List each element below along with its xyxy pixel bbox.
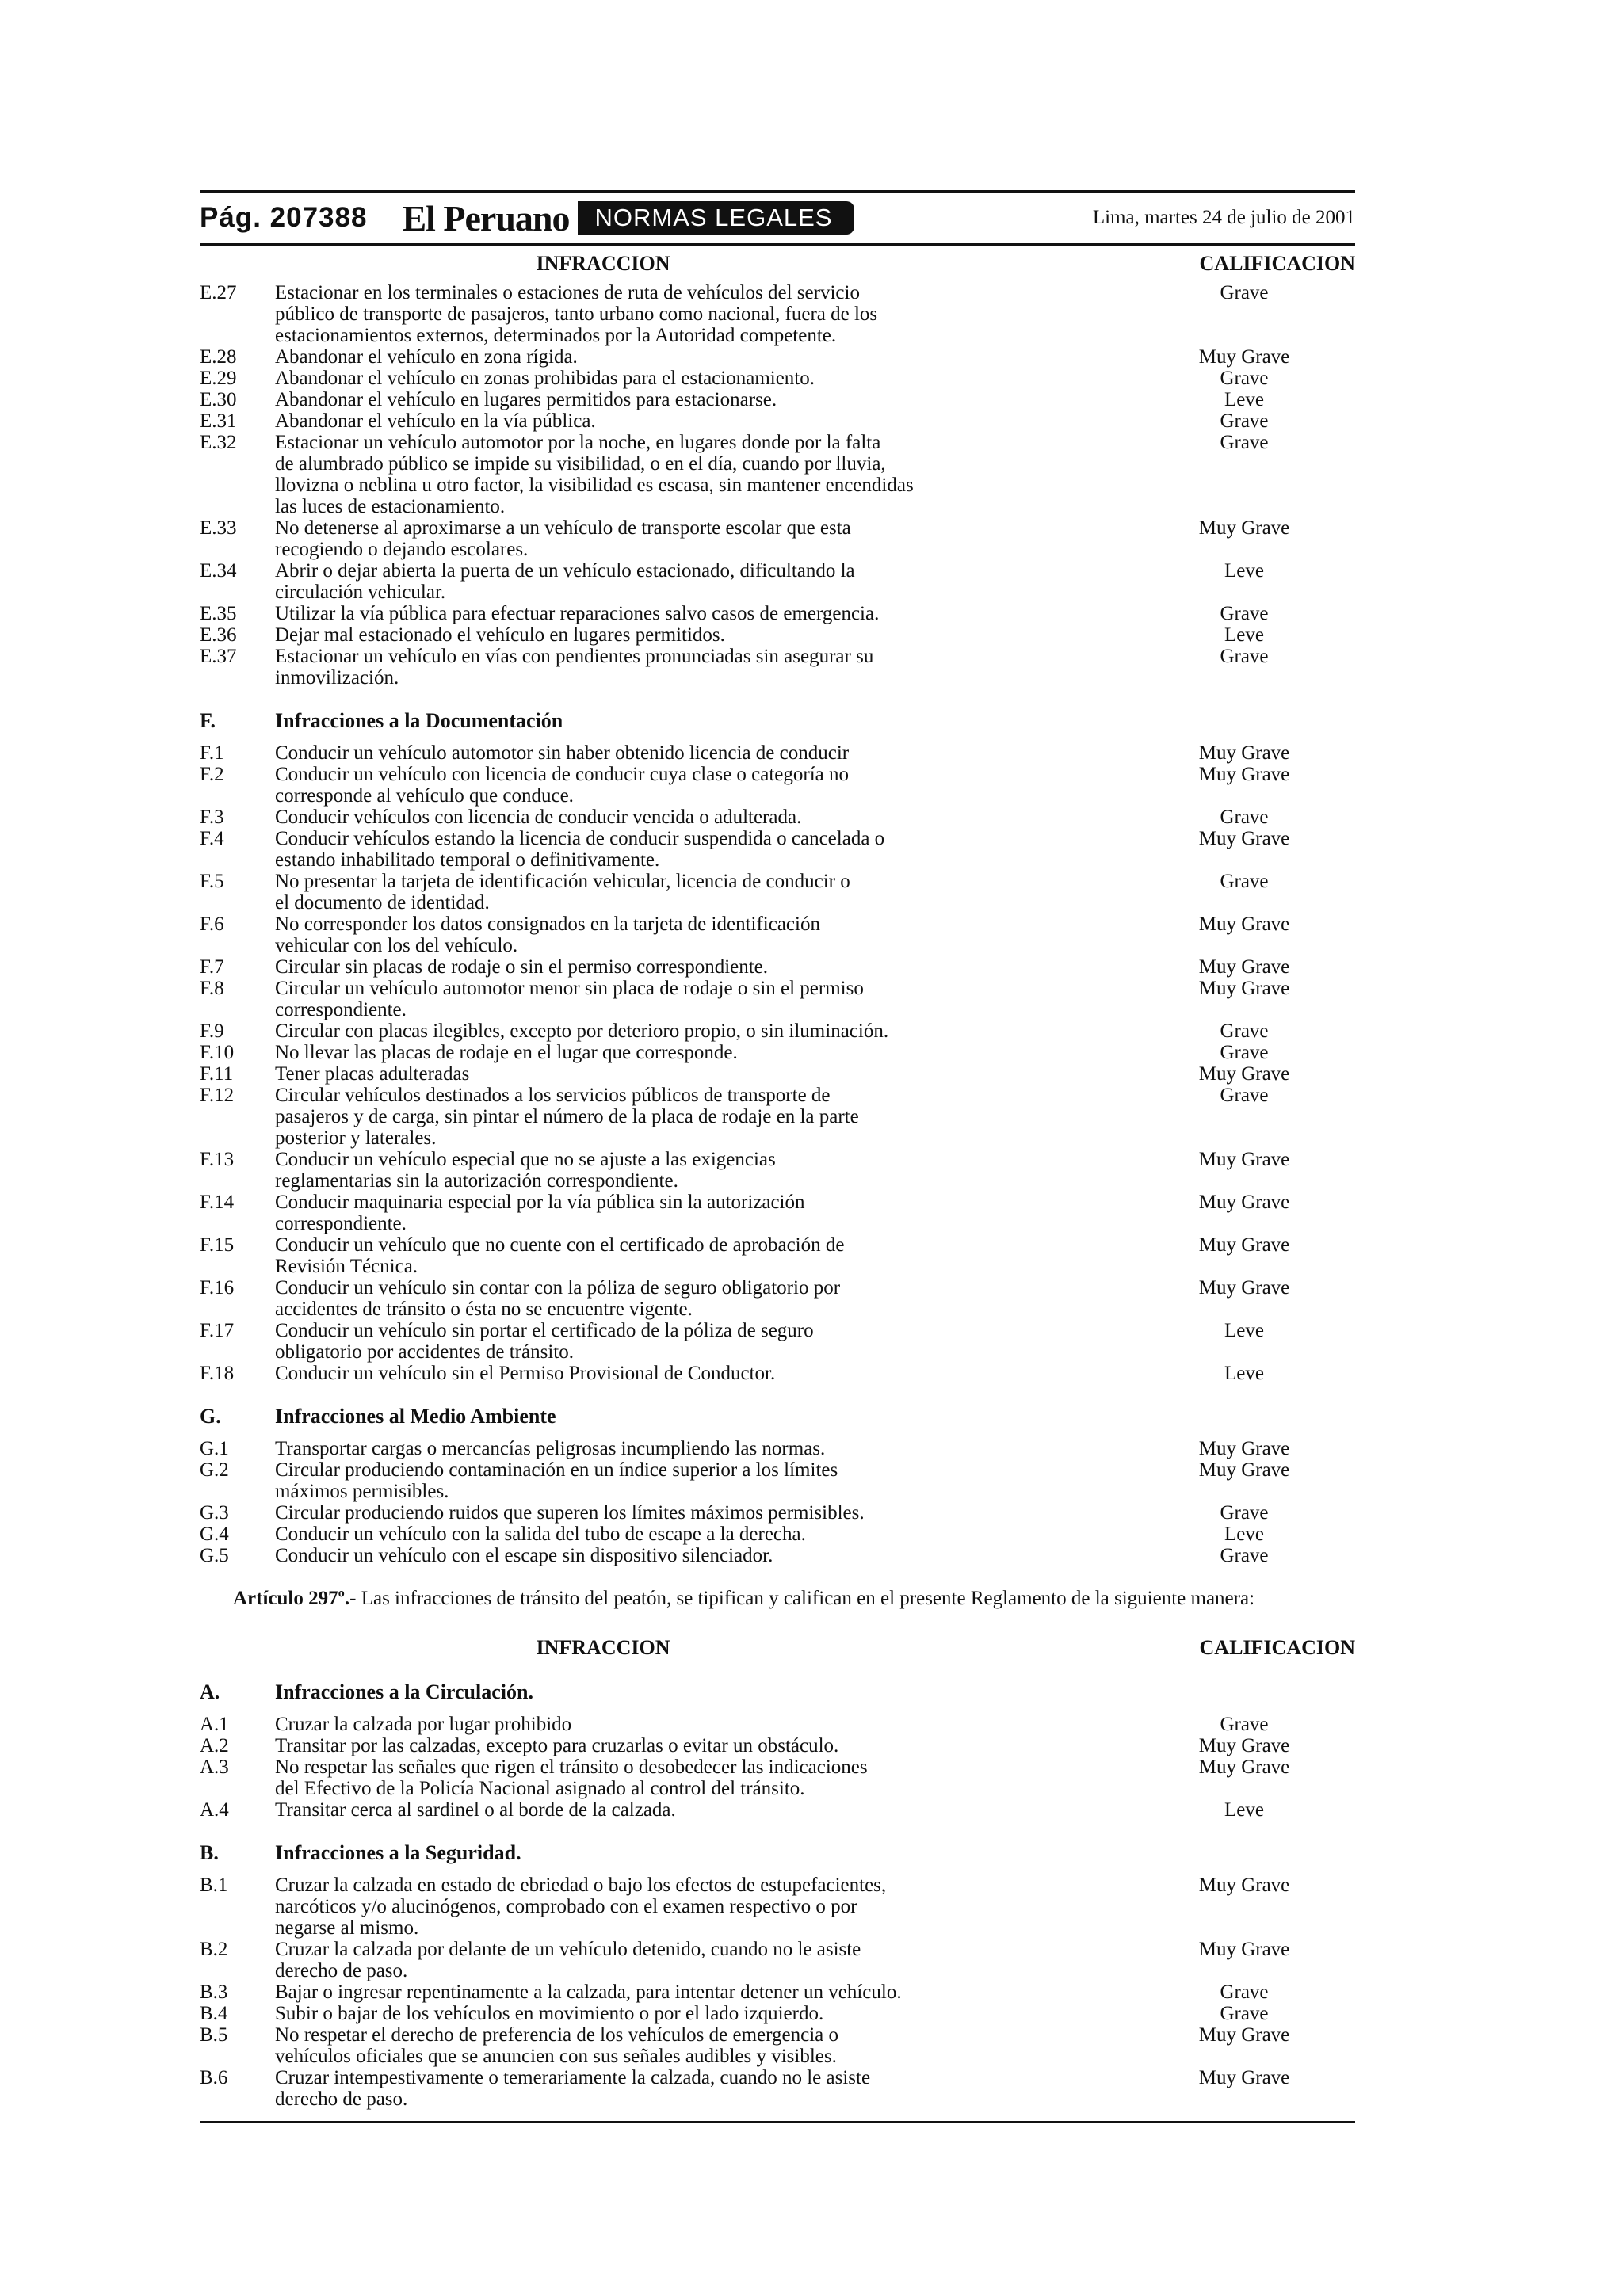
table1-body: [200, 282, 1355, 1566]
infraction-rating: Leve: [1224, 1799, 1264, 1821]
infraction-code: F.16: [200, 1277, 235, 1299]
infraction-row: [200, 646, 1355, 688]
infraction-rating: Muy Grave: [1198, 913, 1290, 935]
infraction-code: E.34: [200, 560, 237, 582]
article-text: Las infracciones de tránsito del peatón, se tipifican y califican en el presente Reglamento de la siguiente manera:: [356, 1588, 1255, 1609]
infraction-rating: Muy Grave: [1198, 1875, 1290, 1896]
infraction-text: Abrir o dejar abierta la puerta de un vehículo estacionado, dificultando la circulación vehicular.: [275, 560, 855, 603]
section-heading: [200, 709, 1355, 733]
infraction-row: [200, 913, 1355, 956]
infraction-text: Circular sin placas de rodaje o sin el permiso correspondiente.: [275, 956, 769, 978]
infraction-code: F.7: [200, 956, 224, 978]
section-code: F.: [200, 709, 216, 732]
infraction-code: B.5: [200, 2024, 228, 2046]
masthead: [200, 193, 1355, 243]
col-calificacion: CALIFICACION: [1199, 252, 1355, 275]
infraction-text: Conducir un vehículo con la salida del tubo de escape a la derecha.: [275, 1524, 806, 1545]
infraction-rating: Grave: [1220, 1085, 1269, 1106]
infraction-text: Abandonar el vehículo en zonas prohibidas para el estacionamiento.: [275, 368, 815, 389]
infraction-code: F.13: [200, 1149, 235, 1170]
infraction-row: [200, 1192, 1355, 1234]
infraction-code: B.2: [200, 1939, 228, 1960]
infraction-text: Circular produciendo ruidos que superen los límites máximos permisibles.: [275, 1502, 865, 1524]
infraction-row: [200, 742, 1355, 764]
infraction-text: Conducir un vehículo con el escape sin dispositivo silenciador.: [275, 1545, 773, 1566]
infraction-rating: Muy Grave: [1198, 1438, 1290, 1459]
infraction-row: [200, 1234, 1355, 1277]
infraction-row: [200, 1277, 1355, 1320]
infraction-code: F.5: [200, 871, 224, 892]
infraction-rating: Muy Grave: [1198, 1234, 1290, 1256]
infraction-row: [200, 1020, 1355, 1042]
infraction-code: G.1: [200, 1438, 229, 1459]
infraction-code: F.2: [200, 764, 224, 785]
infraction-code: F.9: [200, 1020, 224, 1042]
infraction-rating: Grave: [1220, 603, 1269, 624]
infraction-code: F.6: [200, 913, 224, 935]
infraction-code: F.18: [200, 1363, 235, 1384]
infraction-rating: Muy Grave: [1198, 1459, 1290, 1481]
infraction-text: Transitar por las calzadas, excepto para cruzarlas o evitar un obstáculo.: [275, 1735, 839, 1756]
infraction-row: [200, 1714, 1355, 1735]
infraction-row: [200, 1524, 1355, 1545]
infraction-rating: Leve: [1224, 389, 1264, 410]
infraction-rating: Muy Grave: [1198, 956, 1290, 978]
infraction-rating: Leve: [1224, 1363, 1264, 1384]
section-code: G.: [200, 1405, 221, 1428]
section-title: Infracciones a la Documentación: [275, 709, 563, 732]
infraction-text: Cruzar la calzada en estado de ebriedad o bajo los efectos de estupefacientes, narcóticos y/o alucinógenos, comprobado con el examen respectivo o por negarse al mismo.: [275, 1875, 887, 1939]
infraction-rating: Muy Grave: [1198, 1735, 1290, 1756]
infraction-code: F.4: [200, 828, 224, 849]
infraction-text: No llevar las placas de rodaje en el lugar que corresponde.: [275, 1042, 738, 1063]
infraction-code: E.37: [200, 646, 237, 667]
page-number: Pág. 207388: [200, 202, 368, 233]
infraction-row: [200, 871, 1355, 913]
infraction-text: Conducir un vehículo con licencia de conducir cuya clase o categoría no corresponde al vehículo que conduce.: [275, 764, 850, 807]
infraction-rating: Muy Grave: [1198, 517, 1290, 539]
infraction-rating: Grave: [1220, 2003, 1269, 2024]
infraction-rating: Muy Grave: [1198, 978, 1290, 999]
infraction-rating: Muy Grave: [1198, 1756, 1290, 1778]
infraction-row: [200, 624, 1355, 646]
infraction-rating: Grave: [1220, 807, 1269, 828]
infraction-rating: Grave: [1220, 1042, 1269, 1063]
infraction-row: [200, 517, 1355, 560]
infraction-row: [200, 389, 1355, 410]
page: [200, 190, 1355, 2123]
infraction-code: A.2: [200, 1735, 229, 1756]
infraction-text: No detenerse al aproximarse a un vehículo de transporte escolar que esta recogiendo o dejando escolares.: [275, 517, 851, 560]
infraction-row: [200, 2024, 1355, 2067]
newspaper-logo: El Peruano: [402, 197, 570, 238]
infraction-text: Cruzar la calzada por lugar prohibido: [275, 1714, 572, 1735]
infraction-rating: Grave: [1220, 646, 1269, 667]
infraction-text: Conducir un vehículo sin contar con la póliza de seguro obligatorio por accidentes de tránsito o ésta no se encuentre vigente.: [275, 1277, 841, 1320]
infraction-row: [200, 560, 1355, 603]
infraction-row: [200, 410, 1355, 432]
infraction-text: Conducir un vehículo especial que no se ajuste a las exigencias reglamentarias sin la autorización correspondiente.: [275, 1149, 776, 1192]
infraction-row: [200, 956, 1355, 978]
infraction-row: [200, 1149, 1355, 1192]
infraction-text: Conducir vehículos estando la licencia de conducir suspendida o cancelada o estando inhabilitado temporal o definitivamente.: [275, 828, 885, 871]
infraction-text: Subir o bajar de los vehículos en movimiento o por el lado izquierdo.: [275, 2003, 824, 2024]
col-infraccion: INFRACCION: [536, 252, 670, 275]
issue-date: Lima, martes 24 de julio de 2001: [1092, 207, 1355, 228]
infraction-code: B.1: [200, 1875, 228, 1896]
infraction-code: E.35: [200, 603, 237, 624]
article-label: Artículo 297º.-: [233, 1588, 357, 1609]
infraction-row: [200, 1459, 1355, 1502]
infraction-rating: Muy Grave: [1198, 1192, 1290, 1213]
infraction-text: Bajar o ingresar repentinamente a la calzada, para intentar detener un vehículo.: [275, 1981, 902, 2003]
infraction-row: [200, 1735, 1355, 1756]
infraction-rating: Muy Grave: [1198, 2067, 1290, 2088]
infraction-row: [200, 368, 1355, 389]
infraction-text: Conducir vehículos con licencia de conducir vencida o adulterada.: [275, 807, 802, 828]
infraction-text: Tener placas adulteradas: [275, 1063, 470, 1085]
infraction-rating: Grave: [1220, 410, 1269, 432]
infraction-rating: Grave: [1220, 282, 1269, 303]
table1-header: [200, 246, 1355, 276]
infraction-row: [200, 1042, 1355, 1063]
infraction-text: Conducir un vehículo sin el Permiso Provisional de Conductor.: [275, 1363, 776, 1384]
footer-rule: [200, 2121, 1355, 2123]
infraction-code: B.6: [200, 2067, 228, 2088]
infraction-rating: Leve: [1224, 1320, 1264, 1341]
infraction-code: A.3: [200, 1756, 229, 1778]
infraction-row: [200, 2067, 1355, 2110]
table2-body: [200, 1680, 1355, 2110]
infraction-row: [200, 2003, 1355, 2024]
infraction-rating: Muy Grave: [1198, 1939, 1290, 1960]
infraction-text: Abandonar el vehículo en lugares permitidos para estacionarse.: [275, 389, 777, 410]
infraction-row: [200, 432, 1355, 517]
infraction-code: F.14: [200, 1192, 235, 1213]
col-infraccion: INFRACCION: [536, 1636, 670, 1659]
infraction-text: No presentar la tarjeta de identificación vehicular, licencia de conducir o el documento de identidad.: [275, 871, 850, 913]
infraction-code: E.27: [200, 282, 237, 303]
infraction-rating: Grave: [1220, 432, 1269, 453]
infraction-code: F.12: [200, 1085, 235, 1106]
infraction-text: Abandonar el vehículo en la vía pública.: [275, 410, 596, 432]
infraction-row: [200, 807, 1355, 828]
infraction-text: Circular con placas ilegibles, excepto por deterioro propio, o sin iluminación.: [275, 1020, 889, 1042]
infraction-text: No corresponder los datos consignados en la tarjeta de identificación vehicular con los del vehículo.: [275, 913, 820, 956]
table2-header: [200, 1630, 1355, 1660]
infraction-rating: Grave: [1220, 871, 1269, 892]
infraction-rating: Grave: [1220, 1714, 1269, 1735]
infraction-rating: Leve: [1224, 624, 1264, 646]
infraction-code: G.3: [200, 1502, 229, 1524]
infraction-rating: Muy Grave: [1198, 742, 1290, 764]
infraction-row: [200, 1799, 1355, 1821]
infraction-code: G.2: [200, 1459, 229, 1481]
infraction-text: Abandonar el vehículo en zona rígida.: [275, 346, 578, 368]
infraction-row: [200, 1063, 1355, 1085]
infraction-text: Cruzar intempestivamente o temerariamente la calzada, cuando no le asiste derecho de paso.: [275, 2067, 871, 2110]
infraction-rating: Muy Grave: [1198, 1149, 1290, 1170]
infraction-row: [200, 764, 1355, 807]
infraction-code: A.4: [200, 1799, 229, 1821]
infraction-row: [200, 1545, 1355, 1566]
infraction-code: F.11: [200, 1063, 234, 1085]
infraction-rating: Grave: [1220, 1502, 1269, 1524]
infraction-code: F.8: [200, 978, 224, 999]
infraction-row: [200, 1085, 1355, 1149]
infraction-code: F.3: [200, 807, 224, 828]
infraction-row: [200, 978, 1355, 1020]
infraction-row: [200, 346, 1355, 368]
infraction-row: [200, 1981, 1355, 2003]
infraction-text: Conducir un vehículo que no cuente con el certificado de aprobación de Revisión Técnica.: [275, 1234, 845, 1277]
infraction-code: G.4: [200, 1524, 229, 1545]
infraction-code: F.1: [200, 742, 224, 764]
infraction-rating: Grave: [1220, 1020, 1269, 1042]
infraction-row: [200, 1320, 1355, 1363]
infraction-row: [200, 282, 1355, 346]
col-calificacion: CALIFICACION: [1199, 1636, 1355, 1659]
infraction-rating: Muy Grave: [1198, 2024, 1290, 2046]
section-title: Infracciones al Medio Ambiente: [275, 1405, 556, 1428]
infraction-code: E.30: [200, 389, 237, 410]
infraction-row: [200, 1363, 1355, 1384]
infraction-code: A.1: [200, 1714, 229, 1735]
section-badge: NORMAS LEGALES: [578, 201, 855, 235]
infraction-row: [200, 828, 1355, 871]
infraction-text: Transitar cerca al sardinel o al borde de la calzada.: [275, 1799, 676, 1821]
section-heading: [200, 1841, 1355, 1865]
infraction-rating: Grave: [1220, 1545, 1269, 1566]
infraction-code: E.29: [200, 368, 237, 389]
infraction-code: E.31: [200, 410, 237, 432]
infraction-rating: Leve: [1224, 1524, 1264, 1545]
infraction-code: F.10: [200, 1042, 235, 1063]
infraction-rating: Muy Grave: [1198, 1277, 1290, 1299]
infraction-text: Conducir un vehículo automotor sin haber obtenido licencia de conducir: [275, 742, 850, 764]
section-title: Infracciones a la Circulación.: [275, 1680, 533, 1703]
infraction-code: E.36: [200, 624, 237, 646]
infraction-text: Estacionar un vehículo en vías con pendientes pronunciadas sin asegurar su inmovilización.: [275, 646, 874, 688]
infraction-rating: Leve: [1224, 560, 1264, 582]
section-heading: [200, 1680, 1355, 1704]
infraction-code: F.15: [200, 1234, 235, 1256]
infraction-code: F.17: [200, 1320, 235, 1341]
section-code: A.: [200, 1680, 220, 1703]
infraction-code: E.32: [200, 432, 237, 453]
infraction-rating: Muy Grave: [1198, 1063, 1290, 1085]
infraction-code: B.4: [200, 2003, 228, 2024]
section-code: B.: [200, 1841, 219, 1864]
infraction-text: Estacionar en los terminales o estaciones de ruta de vehículos del servicio público de transporte de pasajeros, tanto urbano como nacional, fuera de los estacionamientos externos, determinados por la Autoridad competente.: [275, 282, 878, 346]
infraction-text: Circular vehículos destinados a los servicios públicos de transporte de pasajeros y de carga, sin pintar el número de la placa de rodaje en la parte posterior y laterales.: [275, 1085, 859, 1149]
infraction-text: No respetar el derecho de preferencia de los vehículos de emergencia o vehículos oficiales que se anuncien con sus señales audibles y visibles.: [275, 2024, 838, 2067]
infraction-text: Conducir maquinaria especial por la vía pública sin la autorización correspondiente.: [275, 1192, 805, 1234]
infraction-code: B.3: [200, 1981, 228, 2003]
section-heading: [200, 1405, 1355, 1428]
infraction-row: [200, 1939, 1355, 1981]
infraction-text: Transportar cargas o mercancías peligrosas incumpliendo las normas.: [275, 1438, 826, 1459]
infraction-code: G.5: [200, 1545, 229, 1566]
infraction-code: E.33: [200, 517, 237, 539]
infraction-text: Cruzar la calzada por delante de un vehículo detenido, cuando no le asiste derecho de paso.: [275, 1939, 861, 1981]
infraction-rating: Grave: [1220, 1981, 1269, 2003]
section-title: Infracciones a la Seguridad.: [275, 1841, 521, 1864]
infraction-text: Circular produciendo contaminación en un índice superior a los límites máximos permisibles.: [275, 1459, 838, 1502]
infraction-row: [200, 1438, 1355, 1459]
infraction-rating: Muy Grave: [1198, 828, 1290, 849]
infraction-row: [200, 1756, 1355, 1799]
infraction-code: E.28: [200, 346, 237, 368]
infraction-text: Utilizar la vía pública para efectuar reparaciones salvo casos de emergencia.: [275, 603, 880, 624]
infraction-text: Circular un vehículo automotor menor sin placa de rodaje o sin el permiso correspondiente.: [275, 978, 864, 1020]
infraction-rating: Muy Grave: [1198, 764, 1290, 785]
article-297: [200, 1587, 1355, 1610]
infraction-row: [200, 603, 1355, 624]
infraction-row: [200, 1875, 1355, 1939]
infraction-row: [200, 1502, 1355, 1524]
infraction-text: Estacionar un vehículo automotor por la noche, en lugares donde por la falta de alumbrado público se impide su visibilidad, o en el día, cuando por lluvia, llovizna o neblina u otro factor, la visibilidad es escasa, sin mantener encendidas las luces de estacionamiento.: [275, 432, 914, 517]
infraction-rating: Muy Grave: [1198, 346, 1290, 368]
infraction-text: Dejar mal estacionado el vehículo en lugares permitidos.: [275, 624, 725, 646]
infraction-text: No respetar las señales que rigen el tránsito o desobedecer las indicaciones del Efectivo de la Policía Nacional asignado al control del tránsito.: [275, 1756, 868, 1799]
infraction-text: Conducir un vehículo sin portar el certificado de la póliza de seguro obligatorio por accidentes de tránsito.: [275, 1320, 814, 1363]
infraction-rating: Grave: [1220, 368, 1269, 389]
